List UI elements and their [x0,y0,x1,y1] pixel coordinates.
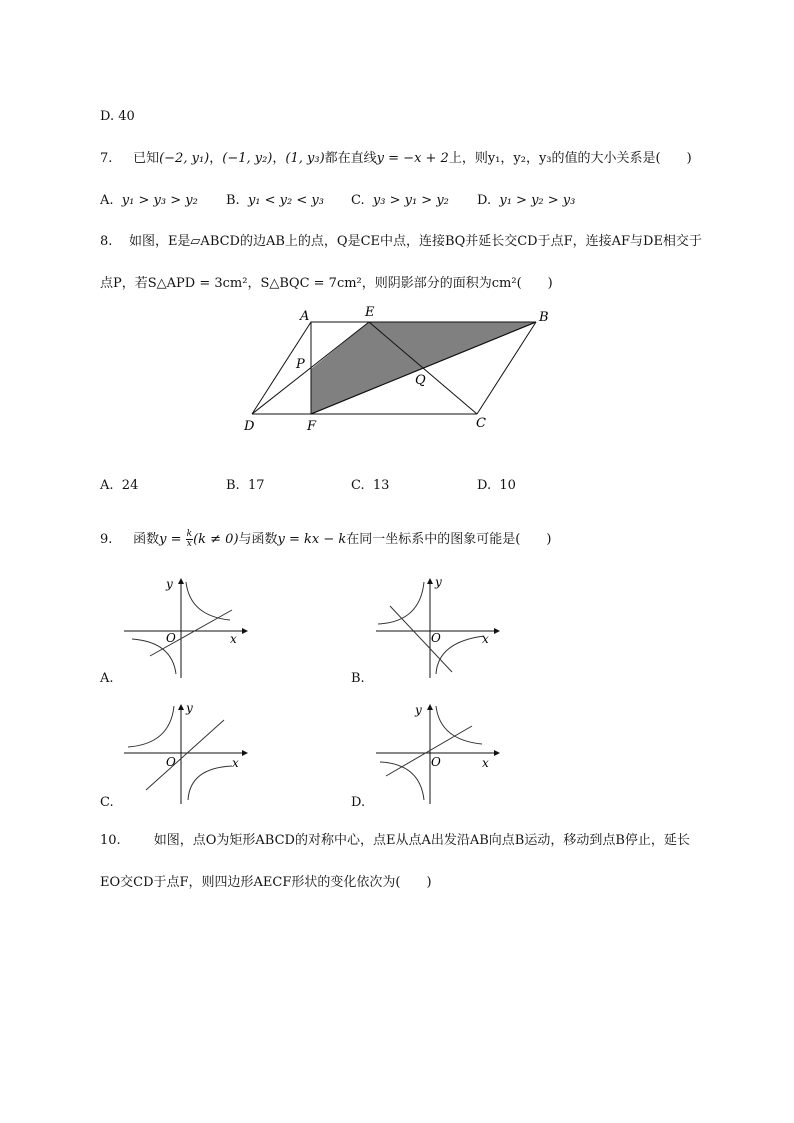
option-text: y₁ > y₂ > y₃ [499,193,576,208]
q9-function-1-condition: (k ≠ 0) [193,532,239,547]
q7-stem: 7. 已知(−2, y₁)，(−1, y₂)，(1, y₃)都在直线y = −x + 2上，则y₁，y₂，y₃的值的大小关系是( ) [100,151,692,166]
q8-label-d: D [244,419,255,434]
q7-prefix: 已知 [133,151,160,166]
axis-y-label: y [186,701,193,715]
option-label: A. [100,478,114,493]
option-text: y₁ < y₂ < y₃ [247,193,324,208]
q8-label-q: Q [415,373,426,388]
q6-option-d: D. 40 [100,109,135,124]
q7-option-d[interactable] [477,193,575,208]
q9-option-a[interactable]: A. [100,671,114,686]
option-text: 10 [499,478,516,493]
option-label: B. [226,193,240,208]
option-text: 13 [372,478,390,493]
q9-suffix: 在同一坐标系中的图象可能是( ) [346,532,552,547]
axis-x-label: x [232,756,239,770]
option-label: C. [351,193,365,208]
axis-y-label: y [166,577,173,591]
q10-stem-line-1 [100,832,690,850]
origin-label: O [431,755,441,769]
q8-label-c: C [476,416,486,431]
q9-graph-d[interactable] [372,700,502,806]
q8-text-1: 如图，E是▱ABCD的边AB上的点，Q是CE中点，连接BQ并延长交CD于点F，连接AF与DE相交于 [128,234,702,249]
q7-mid: 都在直线 [324,151,377,166]
q8-stem-line-1 [100,233,702,251]
q9-mid: 与函数 [238,532,278,547]
option-label: C. [351,478,365,493]
fraction-numerator: k [186,529,193,539]
q8-option-d[interactable] [477,478,516,493]
q8-option-a[interactable] [100,478,138,493]
option-text: y₁ > y₃ > y₂ [121,193,198,208]
q7-suffix: 上，则y₁，y₂，y₃的值的大小关系是( ) [448,151,692,166]
option-text: 24 [121,478,139,493]
q7-option-b[interactable] [226,193,324,208]
q8-label-b: B [539,310,549,325]
axis-x-label: x [482,756,489,770]
option-label: B. [226,478,240,493]
q7-line-equation: y = −x + 2 [376,151,449,166]
q8-option-c[interactable] [351,478,389,493]
q7-number: 7. [100,151,113,166]
q8-label-p: P [296,357,305,372]
axis-x-label: x [230,632,237,646]
q8-option-b[interactable] [226,478,265,493]
origin-label: O [166,631,176,645]
q9-option-c[interactable]: C. [100,795,114,810]
q8-stem-line-2: 点P，若S△APD = 3cm²，S△BQC = 7cm²，则阴影部分的面积为cm²( ) [100,276,553,291]
q7-option-c[interactable] [351,193,449,208]
option-label: D. [477,478,492,493]
q9-graph-a[interactable] [120,574,250,680]
q8-parallelogram-figure [240,302,560,434]
q10-text-1: 如图，点O为矩形ABCD的对称中心，点E从点A出发沿AB向点B运动，移动到点B停止，延长 [153,833,690,848]
q9-function-2: y = kx − k [277,532,347,547]
q9-graph-c[interactable] [120,700,250,806]
q8-label-e: E [365,305,375,320]
q7-option-a[interactable] [100,193,198,208]
axis-y-label: y [415,703,422,717]
q9-stem [100,530,551,549]
q9-option-b[interactable]: B. [351,671,365,686]
q9-fraction-k-over-x [186,530,193,549]
q8-label-f: F [307,419,317,434]
q9-function-1-lhs: y = [159,532,182,547]
q10-number: 10. [100,833,121,848]
option-text: y₃ > y₁ > y₂ [372,193,449,208]
axis-y-label: y [435,575,442,589]
q9-prefix: 函数 [133,532,160,547]
option-label: D. [477,193,492,208]
axis-x-label: x [482,632,489,646]
q10-stem-line-2: EO交CD于点F，则四边形AECF形状的变化依次为( ) [100,875,432,890]
fraction-denominator: x [186,539,192,549]
q8-label-a: A [300,309,310,324]
q9-graph-b[interactable] [372,574,502,680]
origin-label: O [431,631,441,645]
q7-point-2: (−1, y₂) [222,151,273,166]
option-text: 17 [247,478,265,493]
origin-label: O [166,755,176,769]
option-label: A. [100,193,114,208]
q9-option-d[interactable]: D. [351,795,366,810]
q7-point-3: (1, y₃) [285,151,325,166]
q7-point-1: (−2, y₁) [159,151,210,166]
q9-number: 9. [100,532,113,547]
q8-number: 8. [100,234,113,249]
